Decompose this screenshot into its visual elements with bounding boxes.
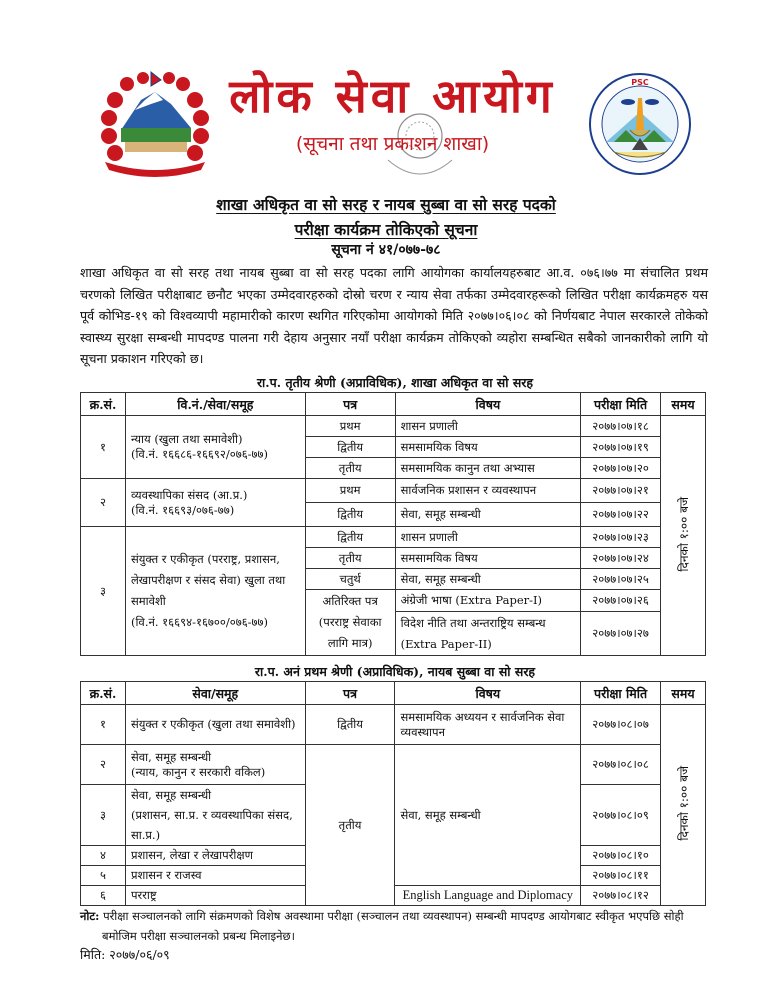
- cell-sn: ३: [81, 527, 126, 656]
- cell-paper: तृतीय: [305, 745, 395, 906]
- cell-paper: चतुर्थ: [305, 569, 395, 590]
- col-service: वि.नं./सेवा/समूह: [125, 393, 305, 416]
- cell-sn: २: [81, 745, 126, 785]
- table-row: [81, 416, 706, 437]
- table-header-row: [81, 393, 706, 416]
- cell-date: २०७७।०७।२१: [581, 479, 661, 503]
- cell-paper: द्वितीय: [305, 705, 395, 745]
- nepal-emblem-icon: [95, 70, 215, 180]
- issue-date: मिति: २०७७/०६/०९: [80, 947, 170, 962]
- notice-title-line1: शाखा अधिकृत वा सो सरह र नायब सुब्बा वा सो सरह पदको: [216, 195, 556, 214]
- cell-time: दिनको १:०० बजे: [661, 705, 706, 906]
- notice-body: शाखा अधिकृत वा सो सरह तथा नायब सुब्बा वा सो सरह पदका लागि आयोगका कार्यालयहरुबाट आ.व. ०७६।७७ मा संचालित प्रथम चरणको लिखित परीक्षाबाट छनौट भएका उम्मेदवारहरुको दोस्रो चरण र न्याय सेवा तर्फका उम्मेदवारहरूको लिखित परीक्षा कार्यक्रमहरु यस पूर्व कोभिड-१९ को विश्वव्यापी महामारीको कारण स्थगित गरिएकोमा आयोगको मिति २०७७।०६।०८ को निर्णयबाट नेपाल सरकारले तोकेको स्वास्थ्य सुरक्षा सम्बन्धी मापदण्ड पालना गरी देहाय अनुसार नयाँ परीक्षा कार्यक्रम तोकिएको व्यहोरा सम्बन्धित सबैको जानकारीको लागि यो सूचना प्रकाशन गरिएको छ।: [80, 265, 708, 366]
- cell-date: २०७७।०८।०८: [581, 745, 661, 785]
- psc-logo-icon: [588, 72, 692, 176]
- table-row: [81, 745, 706, 785]
- cell-subject: विदेश नीति तथा अन्तराष्ट्रिय सम्बन्ध (Extra Paper-II): [395, 612, 581, 656]
- cell-paper: द्वितीय: [305, 527, 395, 548]
- col-paper: पत्र: [305, 393, 395, 416]
- cell-service: सेवा, समूह सम्बन्धी (प्रशासन, सा.प्र. र व्यवस्थापिका संसद, सा.प्र.): [125, 785, 305, 846]
- cell-sn: १: [81, 416, 126, 479]
- cell-date: २०७७।०८।०७: [581, 705, 661, 745]
- cell-service: परराष्ट्र: [125, 886, 305, 906]
- cell-sn: १: [81, 705, 126, 745]
- col-paper: पत्र: [305, 682, 395, 705]
- org-subtitle: (सूचना तथा प्रकाशन शाखा): [295, 133, 490, 155]
- col-subject: विषय: [395, 393, 581, 416]
- cell-subject: शासन प्रणाली: [395, 416, 581, 437]
- note-text-cont: बमोजिम परीक्षा सञ्चालनको प्रबन्ध मिलाइनेछ।: [102, 929, 295, 943]
- col-time: समय: [661, 393, 706, 416]
- cell-subject: समसामयिक अध्ययन र सार्वजनिक सेवा व्यवस्थापन: [395, 705, 581, 745]
- org-title: लोक सेवा आयोग: [229, 69, 556, 123]
- cell-date: २०७७।०८।१२: [581, 886, 661, 906]
- schedule-table-subba: [80, 681, 706, 906]
- cell-paper: प्रथम: [305, 479, 395, 503]
- cell-service: सेवा, समूह सम्बन्धी (न्याय, कानुन र सरकारी वकिल): [125, 745, 305, 785]
- cell-subject: अंग्रेजी भाषा (Extra Paper-I): [395, 590, 581, 612]
- notice-number: सूचना नं ४१/०७७-७८: [331, 242, 441, 258]
- table2-section-title: रा.प. अनं प्रथम श्रेणी (अप्राविधिक), नायब सुब्बा वा सो सरह: [254, 664, 536, 679]
- svg-text:PSC: PSC: [631, 78, 649, 87]
- cell-date: २०७७।०७।२५: [581, 569, 661, 590]
- footer-note: [80, 906, 720, 946]
- col-exam-date: परीक्षा मिति: [581, 682, 661, 705]
- letterhead: [0, 60, 772, 190]
- cell-date: २०७७।०७।२६: [581, 590, 661, 612]
- cell-date: २०७७।०७।२०: [581, 458, 661, 479]
- col-exam-date: परीक्षा मिति: [581, 393, 661, 416]
- cell-sn: ६: [81, 886, 126, 906]
- cell-date: २०७७।०७।२३: [581, 527, 661, 548]
- cell-date: २०७७।०७।२४: [581, 548, 661, 569]
- cell-sn: ३: [81, 785, 126, 846]
- col-sn: क्र.सं.: [81, 682, 126, 705]
- col-time: समय: [661, 682, 706, 705]
- cell-subject: English Language and Diplomacy: [395, 886, 581, 906]
- cell-subject: समसामयिक विषय: [395, 437, 581, 458]
- cell-service: संयुक्त र एकीकृत (परराष्ट्र, प्रशासन, लेखापरीक्षण र संसद सेवा) खुला तथा समावेशी (वि.नं. १६६९४-१६७००/०७६-७७): [125, 527, 305, 656]
- cell-time: दिनको १:०० बजे: [661, 416, 706, 656]
- note-text: परीक्षा सञ्चालनको लागि संक्रमणको विशेष अवस्थामा परीक्षा (सञ्चालन तथा व्यवस्थापन) सम्बन्धी मापदण्ड आयोगबाट स्वीकृत भएपछि सोही: [103, 909, 684, 923]
- cell-date: २०७७।०८।११: [581, 866, 661, 886]
- cell-service: न्याय (खुला तथा समावेशी) (वि.नं. १६६८६-१६६९२/०७६-७७): [125, 416, 305, 479]
- cell-subject: समसामयिक विषय: [395, 548, 581, 569]
- cell-subject: सेवा, समूह सम्बन्धी: [395, 503, 581, 527]
- cell-service: संयुक्त र एकीकृत (खुला तथा समावेशी): [125, 705, 305, 745]
- col-service: सेवा/समूह: [125, 682, 305, 705]
- cell-service: व्यवस्थापिका संसद (आ.प्र.) (वि.नं. १६६९३/०७६-७७): [125, 479, 305, 527]
- table-row: [81, 527, 706, 548]
- cell-date: २०७७।०८।१०: [581, 846, 661, 866]
- cell-date: २०७७।०७।१८: [581, 416, 661, 437]
- cell-subject: शासन प्रणाली: [395, 527, 581, 548]
- cell-date: २०७७।०७।१९: [581, 437, 661, 458]
- cell-service: प्रशासन, लेखा र लेखापरीक्षण: [125, 846, 305, 866]
- cell-sn: २: [81, 479, 126, 527]
- cell-paper: प्रथम: [305, 416, 395, 437]
- cell-paper: द्वितीय: [305, 503, 395, 527]
- cell-sn: ५: [81, 866, 126, 886]
- col-subject: विषय: [395, 682, 581, 705]
- cell-subject: समसामयिक कानुन तथा अभ्यास: [395, 458, 581, 479]
- cell-service: प्रशासन र राजस्व: [125, 866, 305, 886]
- cell-sn: ४: [81, 846, 126, 866]
- note-label: नोट:: [80, 909, 100, 923]
- cell-paper: तृतीय: [305, 458, 395, 479]
- cell-paper: तृतीय: [305, 548, 395, 569]
- table-row: [81, 705, 706, 745]
- cell-paper: द्वितीय: [305, 437, 395, 458]
- notice-title-line2: परीक्षा कार्यक्रम तोकिएको सूचना: [294, 220, 478, 239]
- table-row: [81, 479, 706, 503]
- cell-subject: सार्वजनिक प्रशासन र व्यवस्थापन: [395, 479, 581, 503]
- cell-paper: अतिरिक्त पत्र (परराष्ट्र सेवाका लागि मात्र): [305, 590, 395, 656]
- cell-date: २०७७।०७।२७: [581, 612, 661, 656]
- schedule-table-officer: [80, 392, 706, 656]
- cell-date: २०७७।०७।२२: [581, 503, 661, 527]
- cell-date: २०७७।०८।०९: [581, 785, 661, 846]
- cell-subject: सेवा, समूह सम्बन्धी: [395, 745, 581, 886]
- cell-subject: सेवा, समूह सम्बन्धी: [395, 569, 581, 590]
- table1-section-title: रा.प. तृतीय श्रेणी (अप्राविधिक), शाखा अधिकृत वा सो सरह: [256, 375, 534, 390]
- table-header-row: [81, 682, 706, 705]
- col-sn: क्र.सं.: [81, 393, 126, 416]
